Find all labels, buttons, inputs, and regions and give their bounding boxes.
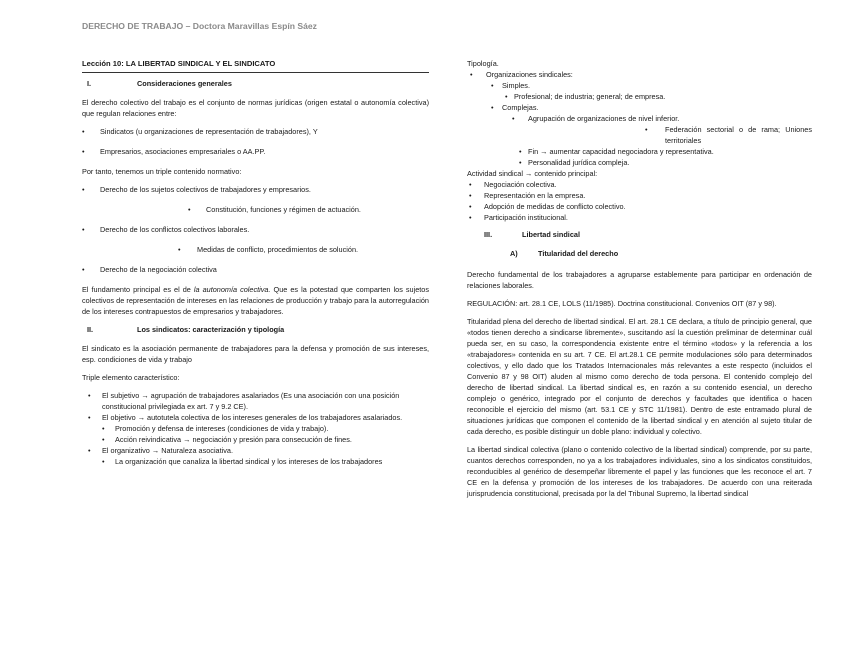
bullet-item: • Derecho de la negociación colectiva	[82, 264, 429, 275]
sub-bullet-item: • Medidas de conflicto, procedimientos de solución.	[82, 244, 429, 255]
subsection-label: A)	[510, 249, 518, 258]
right-column	[467, 58, 812, 506]
sub-bullet-item: • Agrupación de organizaciones de nivel inferior.	[467, 113, 812, 124]
paragraph: El derecho colectivo del trabajo es el conjunto de normas jurídicas (origen estatal o autonomía colectiva) que regulan relaciones entre:	[82, 98, 429, 118]
section-number: II.	[87, 325, 94, 334]
bullet-item: • Representación en la empresa.	[467, 190, 812, 201]
bullet-item: • Derecho de los conflictos colectivos laborales.	[82, 224, 429, 235]
paragraph: La libertad sindical colectiva (plano o contenido colectivo de la libertad sindical) comprende, por su parte, cuantos derechos corresponden, no ya a los trabajadores individuales, sino a los sindicatos constituidos, reconducibles al genérico de desempeñar libremente el papel y las funciones que les reconoce el art. 7 CE en la defensa y promoción de los intereses de los trabajadores. De acuerdo con una reiterada jurisprudencia constitucional, precisada por la del Tribunal Supremo, la libertad sindical	[467, 445, 812, 498]
section-number: III.	[484, 230, 493, 239]
emphasis-text: la autonomía colectiva.	[193, 285, 271, 294]
paragraph: Triple elemento característico:	[82, 373, 180, 382]
bullet-item: • El subjetivo → agrupación de trabajadores asalariados (Es una asociación con una posición constitucional privilegiada ex art. 7 y 9.2 CE).	[82, 390, 429, 412]
paragraph: Titularidad plena del derecho de libertad sindical. El art. 28.1 CE declara, a título de principio general, que «todos tienen derecho a sindicarse libremente», suscitando así la cuestión preliminar de determinar cuál pueda ser, en su caso, la correspondencia existente entre el término «todos» y la referencia a los «trabajadores» contenida en su art. 7 CE. El art.28.1 CE permite modulaciones sólo para determinados colectivos, y ello dado que los Tratados Internacionales más relevantes a este respecto (incluidos el Convenio 87 y 98 OIT) aluden al mismo como derecho de toda persona. El contenido complejo del derecho de libertad sindical. La libertad sindical es, en razón a su contenido esencial, un derecho complejo o genérico, integrado por el conjunto de derechos y facultades que identifica o hacen reconocible el ejercicio del mismo (art. 53.1 CE y STC 11/1981). Dentro de este entramado plural de situaciones jurídicas que componen el contenido de la libertad sindical y en atención al sujeto titular de cada derecho, es posible distinguir un doble plano: individual y colectivo.	[467, 317, 812, 436]
bullet-item: • Participación institucional.	[467, 212, 812, 223]
section-title: Consideraciones generales	[137, 79, 232, 88]
sub-bullet-item: • Personalidad jurídica compleja.	[467, 157, 812, 168]
section-title: Los sindicatos: caracterización y tipología	[137, 325, 285, 334]
text: Que es la potestad que comparten los sujetos colectivos de representación de intereses en las relaciones de producción y trabajo para la autorregulación de los intereses contrapuestos de empresarios y trabajadores.	[82, 285, 429, 316]
bullet-item: • El organizativo → Naturaleza asociativa.	[82, 445, 429, 456]
subsection-title: Titularidad del derecho	[538, 249, 619, 258]
paragraph: Derecho fundamental de los trabajadores a agruparse establemente para participar en ordenación de relaciones laborales.	[467, 270, 812, 290]
tipologia-heading: Tipología.	[467, 59, 499, 68]
paragraph: El sindicato es la asociación permanente de trabajadores para la defensa y promoción de sus intereses, esp. condiciones de vida y trabajo	[82, 344, 429, 364]
sub-bullet-item: • Promoción y defensa de intereses (condiciones de vida y trabajo).	[82, 423, 429, 434]
bullet-item: • Empresarios, asociaciones empresariales o AA.PP.	[82, 146, 429, 157]
paragraph: REGULACIÓN: art. 28.1 CE, LOLS (11/1985). Doctrina constitucional. Convenios OIT (87 y 98).	[467, 299, 777, 308]
sub-bullet-item: • Federación sectorial o de rama; Uniones territoriales	[467, 124, 812, 146]
section-number: I.	[87, 79, 92, 88]
paragraph: Por tanto, tenemos un triple contenido normativo:	[82, 167, 242, 176]
lesson-title: Lección 10: LA LIBERTAD SINDICAL Y EL SINDICATO	[82, 58, 429, 73]
sub-bullet-item: • La organización que canaliza la libertad sindical y los intereses de los trabajadores	[82, 456, 429, 467]
text: El fundamento principal es el de	[82, 285, 194, 294]
actividad-heading: Actividad sindical → contenido principal:	[467, 169, 598, 178]
sub-bullet-item: • Complejas.	[467, 102, 812, 113]
bullet-item: • Sindicatos (u organizaciones de representación de trabajadores), Y	[82, 126, 429, 137]
bullet-item: • Organizaciones sindicales:	[467, 69, 812, 80]
sub-bullet-item: • Profesional; de industria; general; de empresa.	[467, 91, 812, 102]
sub-bullet-item: • Simples.	[467, 80, 812, 91]
subsection-heading	[467, 248, 812, 259]
sub-bullet-item: • Acción reivindicativa → negociación y presión para consecución de fines.	[82, 434, 429, 445]
section-title: Libertad sindical	[522, 230, 580, 239]
bullet-item: • Negociación colectiva.	[467, 179, 812, 190]
bullet-item: • Derecho de los sujetos colectivos de trabajadores y empresarios.	[82, 184, 429, 195]
page-header: DERECHO DE TRABAJO – Doctora Maravillas Espín Sáez	[82, 21, 317, 31]
section-heading-1	[82, 78, 429, 89]
section-heading-3	[467, 229, 812, 240]
section-heading-2	[82, 324, 429, 335]
bullet-item: • El objetivo → autotutela colectiva de los intereses generales de los trabajadores asalariados.	[82, 412, 429, 423]
sub-bullet-item: • Fin → aumentar capacidad negociadora y representativa.	[467, 146, 812, 157]
paragraph-autonomia	[82, 284, 429, 317]
left-column	[82, 58, 429, 467]
bullet-item: • Adopción de medidas de conflicto colectivo.	[467, 201, 812, 212]
sub-bullet-item: • Constitución, funciones y régimen de actuación.	[82, 204, 429, 215]
